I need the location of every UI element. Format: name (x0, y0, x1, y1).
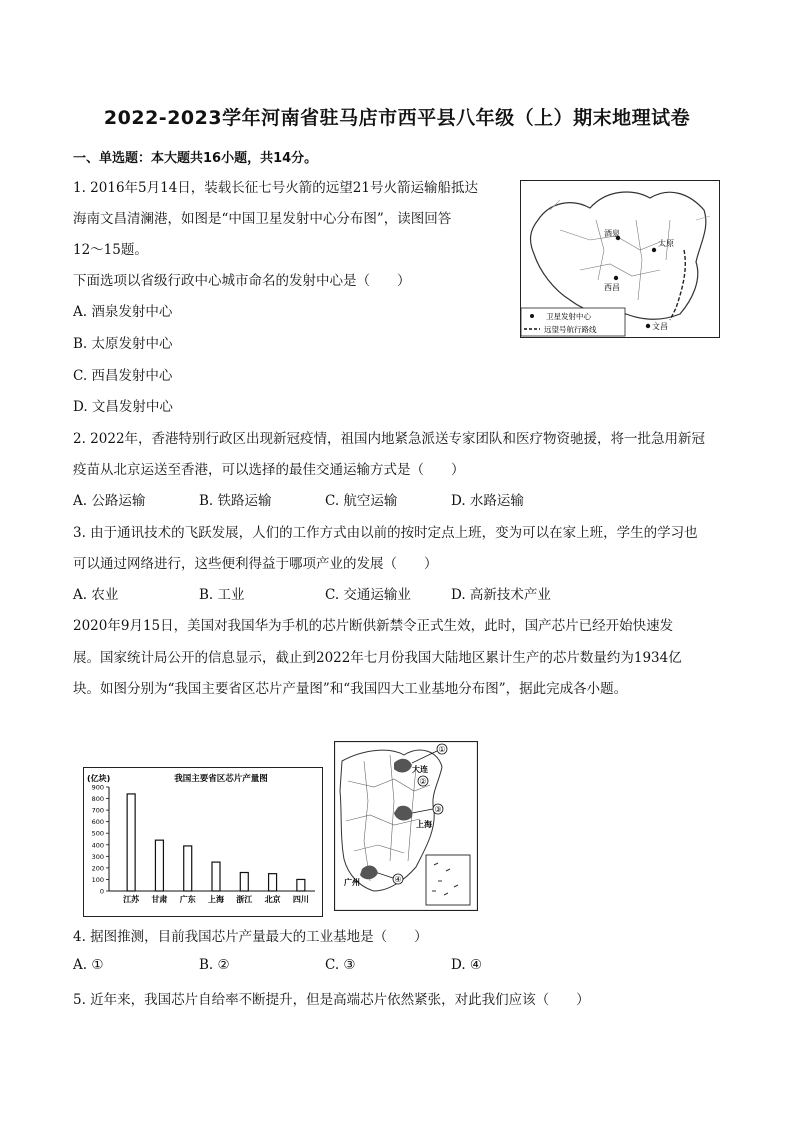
map1-label-xichang: 西昌 (604, 283, 620, 292)
satellite-launch-map (520, 180, 720, 338)
chart-bar-1 (127, 794, 135, 891)
chart-y-tick-label: 600 (91, 818, 104, 827)
chart-category-label: 广东 (179, 895, 196, 904)
south-sea-inset (426, 855, 470, 905)
chart-ylabel: (亿块) (87, 774, 111, 783)
chart-bar-2 (155, 840, 163, 891)
q1-question: 下面选项以省级行政中心城市命名的发射中心是（ ） (73, 273, 411, 289)
wenchang-marker (646, 324, 650, 328)
q3-option-b: B. 工业 (199, 587, 245, 603)
chart-category-label: 北京 (264, 895, 281, 904)
chart-y-tick-label: 200 (91, 864, 104, 873)
q3-option-c: C. 交通运输业 (325, 587, 411, 603)
map2-label-2: ② (419, 777, 427, 786)
chart-bar-7 (297, 879, 305, 891)
q3-options (73, 583, 633, 603)
q1-option-d: D. 文昌发射中心 (73, 399, 173, 415)
q2-option-c: C. 航空运输 (325, 493, 398, 509)
q4-option-c: C. ③ (325, 957, 356, 973)
map1-label-wenchang: 文昌 (652, 322, 668, 331)
q3-option-d: D. 高新技术产业 (451, 587, 551, 603)
map1-label-taiyuan: 太原 (658, 239, 674, 248)
q2-options (73, 489, 633, 509)
q2-option-a: A. 公路运输 (73, 493, 146, 509)
passage-line: 2020年9月15日，美国对我国华为手机的芯片断供新禁令正式生效，此时，国产芯片已经开始快速发 (73, 618, 674, 634)
q1-option-a: A. 酒泉发射中心 (73, 304, 173, 320)
page-title: 2022-2023学年河南省驻马店市西平县八年级（上）期末地理试卷 (103, 107, 691, 129)
q1-stem-line: 1. 2016年5月14日，装载长征七号火箭的远望21号火箭运输船抵达 (73, 180, 478, 196)
chart-category-label: 浙江 (236, 895, 253, 904)
chart-bar-4 (212, 862, 220, 891)
industrial-bases-map (334, 741, 478, 911)
q4-option-b: B. ② (199, 957, 230, 973)
chart-category-label: 四川 (292, 895, 309, 904)
q1-option-b: B. 太原发射中心 (73, 336, 173, 352)
map1-legend-route: 远望号航行路线 (544, 325, 597, 334)
q3-stem-line: 可以通过网络进行，这些便利得益于哪项产业的发展（ ） (73, 556, 438, 572)
chart-y-tick-label: 700 (91, 806, 104, 815)
q3-option-a: A. 农业 (73, 587, 119, 603)
taiyuan-marker (652, 248, 656, 252)
q2-stem-line: 疫苗从北京运送至香港，可以选择的最佳交通运输方式是（ ） (73, 462, 465, 478)
chart-bar-6 (269, 874, 277, 891)
q4-stem: 4. 据图推测，目前我国芯片产量最大的工业基地是（ ） (73, 929, 428, 945)
chip-output-chart (83, 767, 323, 917)
map2-label-dalian: 大连 (412, 765, 428, 774)
map2-label-shanghai: 上海 (416, 820, 432, 829)
chart-bar-3 (184, 846, 192, 891)
q2-stem-line: 2. 2022年，香港特别行政区出现新冠疫情，祖国内地紧急派送专家团队和医疗物资驰援，将一批急用新冠 (73, 431, 706, 447)
q4-option-a: A. ① (73, 957, 104, 973)
chart-y-tick-label: 400 (91, 841, 104, 850)
chart-y-tick-label: 0 (99, 887, 104, 896)
q2-option-d: D. 水路运输 (451, 493, 524, 509)
map1-legend-center: 卫星发射中心 (546, 312, 591, 321)
q3-stem-line: 3. 由于通讯技术的飞跃发展，人们的工作方式由以前的按时定点上班，变为可以在家上班，学生的学习也 (73, 525, 698, 541)
chart-y-tick-label: 300 (91, 852, 104, 861)
chart-title: 我国主要省区芯片产量图 (174, 774, 268, 784)
q1-stem-line: 海南文昌清澜港，如图是“中国卫星发射中心分布图”，读图回答 (73, 211, 452, 227)
chart-y-tick-label: 800 (91, 795, 104, 804)
xichang-marker (614, 276, 618, 280)
chart-y-tick-label: 100 (91, 875, 104, 884)
section-heading: 一、单选题：本大题共16小题，共14分。 (73, 151, 318, 166)
map2-label-4: ④ (394, 875, 402, 884)
chart-y-tick-label: 900 (91, 783, 104, 792)
q4-options (73, 957, 633, 973)
chart-category-label: 甘肃 (151, 895, 168, 904)
map2-label-1: ① (438, 745, 446, 754)
map1-label-jiuquan: 酒泉 (604, 229, 620, 238)
chart-category-label: 江苏 (123, 895, 140, 904)
passage-line: 块。如图分别为“我国主要省区芯片产量图”和“我国四大工业基地分布图”，据此完成各小题。 (73, 681, 628, 697)
q4-option-d: D. ④ (451, 957, 483, 973)
chart-bar-5 (240, 873, 248, 891)
map2-label-3: ③ (434, 805, 442, 814)
chart-category-label: 上海 (208, 895, 224, 904)
passage-line: 展。国家统计局公开的信息显示，截止到2022年七月份我国大陆地区累计生产的芯片数量约为1934亿 (73, 650, 682, 666)
q1-option-c: C. 西昌发射中心 (73, 368, 173, 384)
map2-label-guangzhou: 广州 (344, 878, 360, 887)
q1-stem-line: 12～15题。 (73, 242, 148, 258)
q5-stem: 5. 近年来，我国芯片自给率不断提升，但是高端芯片依然紧张，对此我们应该（ ） (73, 992, 590, 1008)
chart-y-tick-label: 500 (91, 829, 104, 838)
q2-option-b: B. 铁路运输 (199, 493, 272, 509)
